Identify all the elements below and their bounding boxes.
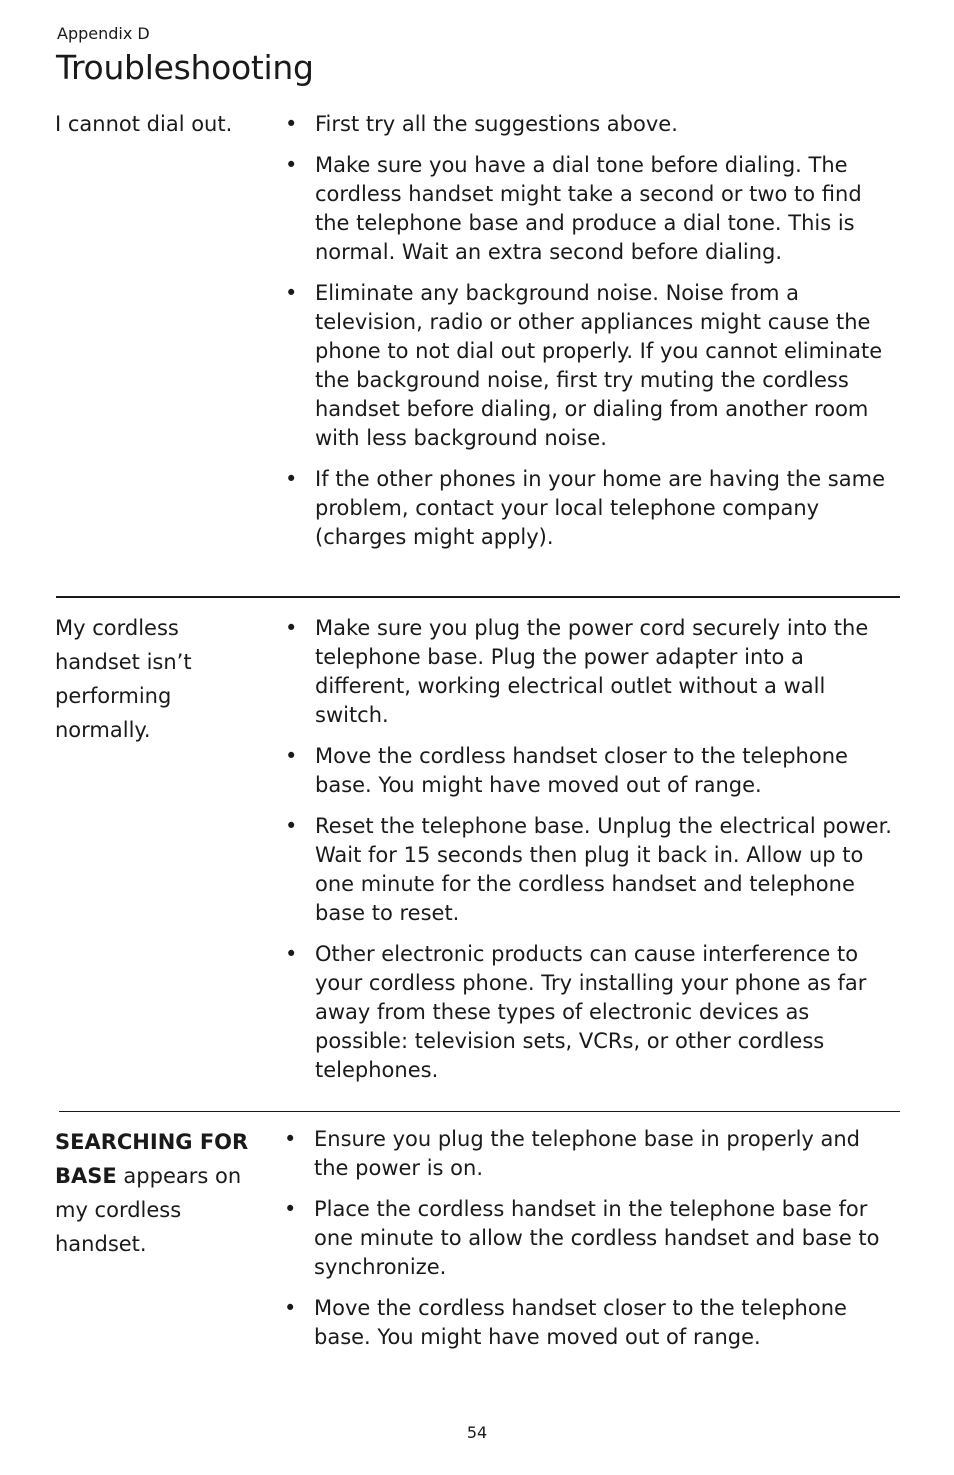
list-item: • Place the cordless handset in the telephone base for one minute to allow the cordless handset and base to synchronize. (284, 1195, 899, 1282)
solution-list-dial-out (285, 110, 900, 564)
list-item: • Make sure you plug the power cord securely into the telephone base. Plug the power adapter into a different, working electrical outlet without a wall switch. (285, 614, 900, 730)
list-item: • Move the cordless handset closer to the telephone base. You might have moved out of range. (285, 742, 900, 800)
problem-label-dial-out: I cannot dial out. (55, 112, 233, 136)
list-item: • Other electronic products can cause interference to your cordless phone. Try installing your phone as far away from these types of electronic devices as possible: television sets, VCRs, or other cordless telephones. (285, 940, 900, 1085)
problem-label-handset: My cordless handset isn’t performing normally. (55, 616, 192, 742)
list-item: • Reset the telephone base. Unplug the electrical power. Wait for 15 seconds then plug it back in. Allow up to one minute for the cordless handset and telephone base to reset. (285, 812, 900, 928)
list-item: • If the other phones in your home are having the same problem, contact your local telephone company (charges might apply). (285, 465, 900, 552)
list-item: • Ensure you plug the telephone base in properly and the power is on. (284, 1125, 899, 1183)
appendix-label: Appendix D (57, 24, 150, 43)
solution-list-handset (285, 614, 900, 1097)
solution-list-searching (284, 1125, 899, 1364)
section-divider (59, 1111, 900, 1112)
list-item: • Move the cordless handset closer to the telephone base. You might have moved out of range. (284, 1294, 899, 1352)
page-title: Troubleshooting (56, 48, 314, 87)
problem-label-rest: appears on my cordless handset. (55, 1164, 242, 1256)
list-item: • First try all the suggestions above. (285, 110, 900, 139)
status-message: SEARCHING FOR BASE (55, 1130, 249, 1188)
page-number: 54 (466, 1423, 488, 1442)
section-divider (56, 596, 900, 598)
list-item: • Make sure you have a dial tone before dialing. The cordless handset might take a second or two to find the telephone base and produce a dial tone. This is normal. Wait an extra second before dialing. (285, 151, 900, 267)
problem-label-searching (55, 1125, 255, 1261)
list-item: • Eliminate any background noise. Noise from a television, radio or other appliances might cause the phone to not dial out properly. If you cannot eliminate the background noise, first try muting the cordless handset before dialing, or dialing from another room with less background noise. (285, 279, 900, 453)
